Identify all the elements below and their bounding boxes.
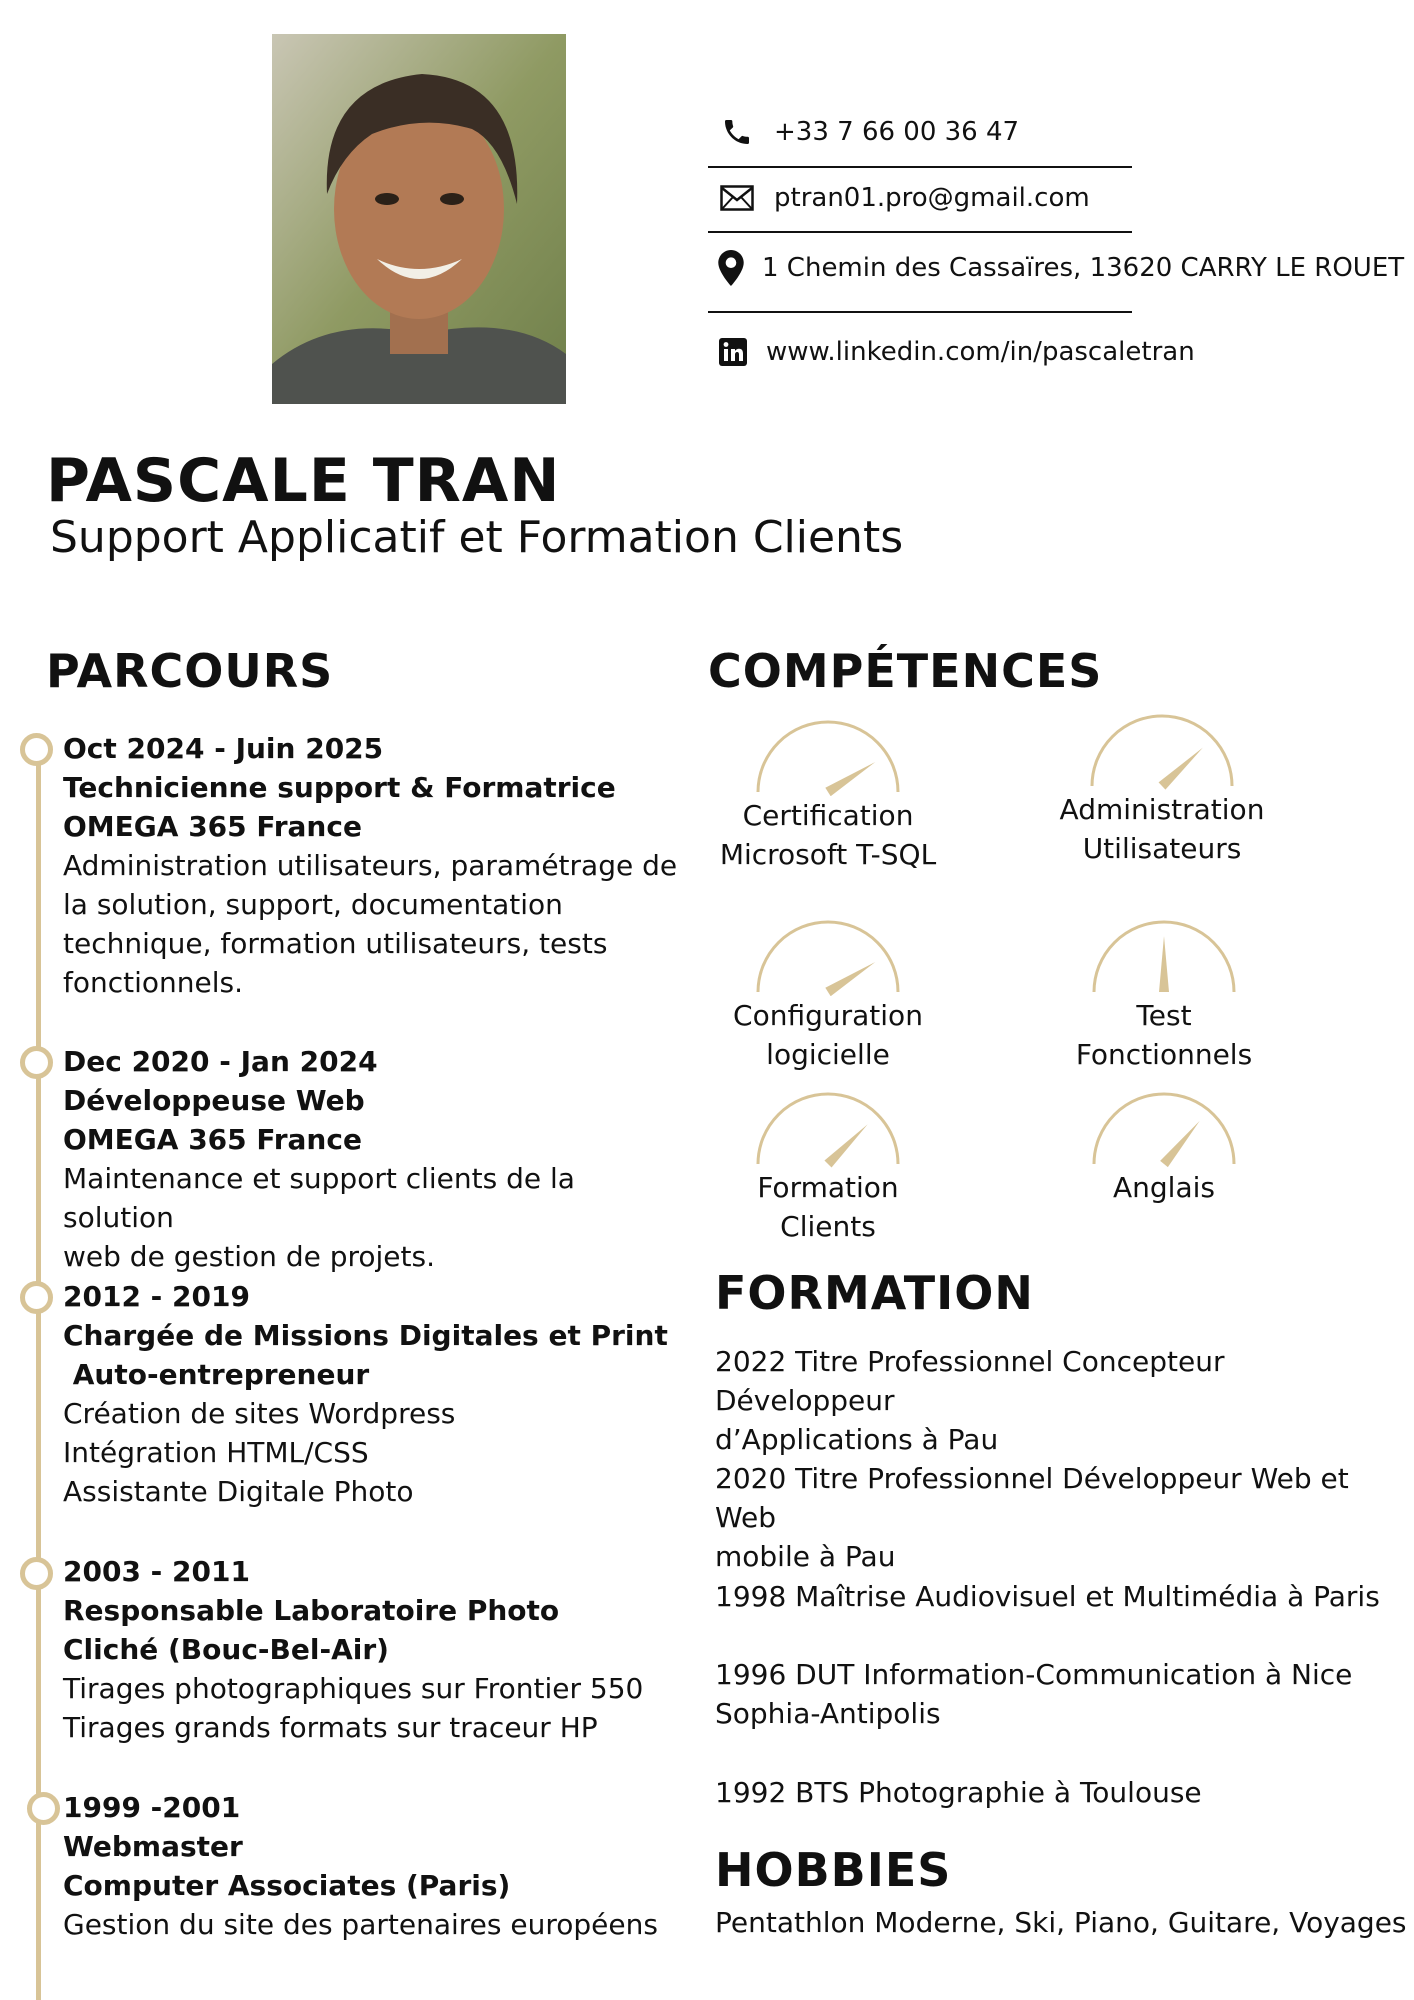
job-dates: 1999 -2001 [63, 1791, 241, 1824]
linkedin-url: www.linkedin.com/in/pascaletran [766, 337, 1195, 367]
contact-address[interactable] [708, 240, 1405, 296]
contact-email[interactable] [708, 170, 1132, 226]
job-dates: 2003 - 2011 [63, 1555, 250, 1588]
gauge-needle [1159, 936, 1169, 992]
job-role: Technicienne support & Formatrice [63, 771, 616, 804]
job-desc-line: Création de sites Wordpress [63, 1397, 456, 1430]
education-entry [715, 1342, 1395, 1459]
gauge-icon [1089, 918, 1239, 996]
education-line: mobile à Pau [715, 1540, 896, 1573]
job-entry [63, 729, 683, 1002]
contact-linkedin[interactable] [708, 324, 1195, 380]
gauge-icon [1087, 712, 1237, 790]
education-line: 2022 Titre Professionnel Concepteur Développeur [715, 1345, 1225, 1417]
section-title-hobbies: HOBBIES [715, 1843, 952, 1897]
skill-label: Configuration [733, 999, 923, 1032]
skill-item [1044, 1090, 1284, 1207]
full-name: PASCALE TRAN [46, 446, 561, 516]
contact-phone[interactable] [708, 104, 1132, 160]
hobbies-text: Pentathlon Moderne, Ski, Piano, Guitare, Voyages [715, 1906, 1407, 1939]
education-line: Sophia-Antipolis [715, 1697, 941, 1730]
job-desc-line: Maintenance et support clients de la solution [63, 1162, 575, 1234]
phone-icon [718, 113, 756, 151]
education-line: 1992 BTS Photographie à Toulouse [715, 1776, 1202, 1809]
map-pin-icon [718, 249, 744, 287]
profile-photo [272, 34, 566, 404]
email-address: ptran01.pro@gmail.com [774, 183, 1090, 213]
job-dates: Oct 2024 - Juin 2025 [63, 732, 384, 765]
phone-number: +33 7 66 00 36 47 [774, 117, 1020, 147]
job-role: Webmaster [63, 1830, 243, 1863]
skill-item [708, 718, 948, 874]
divider [708, 311, 1132, 313]
job-entry [63, 1042, 683, 1276]
job-company: Auto-entrepreneur [63, 1358, 370, 1391]
skill-label: Test Fonctionnels [1075, 999, 1253, 1071]
education-line: d’Applications à Pau [715, 1423, 999, 1456]
job-desc-line: fonctionnels. [63, 966, 244, 999]
education-entry [715, 1577, 1395, 1616]
job-entry [63, 1552, 683, 1747]
job-company: Cliché (Bouc-Bel-Air) [63, 1633, 389, 1666]
education-entry [715, 1773, 1395, 1812]
section-title-competences: COMPÉTENCES [708, 644, 1103, 698]
job-desc-line: Assistante Digitale Photo [63, 1475, 414, 1508]
skill-label: Formation Clients [757, 1171, 899, 1243]
education-line: 2020 Titre Professionnel Développeur Web et Web [715, 1462, 1349, 1534]
skill-label: Utilisateurs [1082, 832, 1242, 865]
job-role: Responsable Laboratoire Photo [63, 1594, 560, 1627]
gauge-needle [825, 962, 875, 996]
job-company: Computer Associates (Paris) [63, 1869, 511, 1902]
divider [708, 166, 1132, 168]
job-role: Développeuse Web [63, 1084, 365, 1117]
section-title-formation: FORMATION [715, 1266, 1034, 1320]
job-desc-line: Tirages photographiques sur Frontier 550 [63, 1672, 644, 1705]
timeline-dot [20, 1046, 53, 1079]
gauge-icon [753, 1090, 903, 1168]
section-title-parcours: PARCOURS [46, 644, 334, 698]
skill-item [1042, 712, 1282, 868]
timeline-dot [20, 1281, 53, 1314]
job-desc-line: technique, formation utilisateurs, tests [63, 927, 608, 960]
gauge-icon [1089, 1090, 1239, 1168]
skill-item [1044, 918, 1284, 1074]
linkedin-icon [718, 333, 748, 371]
job-desc-line: Intégration HTML/CSS [63, 1436, 369, 1469]
job-entry [63, 1788, 683, 1944]
skill-label: Administration [1059, 793, 1265, 826]
postal-address: 1 Chemin des Cassaïres, 13620 CARRY LE ROUET [762, 253, 1405, 283]
job-company: OMEGA 365 France [63, 1123, 362, 1156]
education-line: 1998 Maîtrise Audiovisuel et Multimédia à Paris [715, 1580, 1380, 1613]
education-entry [715, 1459, 1395, 1576]
job-dates: 2012 - 2019 [63, 1280, 250, 1313]
job-desc-line: la solution, support, documentation [63, 888, 563, 921]
job-company: OMEGA 365 France [63, 810, 362, 843]
timeline-dot [20, 733, 53, 766]
job-desc-line: web de gestion de projets. [63, 1240, 435, 1273]
skill-label: logicielle [766, 1038, 890, 1071]
job-desc-line: Administration utilisateurs, paramétrage de [63, 849, 678, 882]
job-entry [63, 1277, 683, 1511]
gauge-icon [753, 918, 903, 996]
gauge-needle [1160, 1121, 1200, 1167]
skill-item [708, 918, 948, 1074]
job-role: Chargée de Missions Digitales et Print [63, 1319, 668, 1352]
skill-item [708, 1090, 948, 1246]
timeline-dot [20, 1557, 53, 1590]
envelope-icon [718, 179, 756, 217]
job-title: Support Applicatif et Formation Clients [50, 512, 904, 563]
divider [708, 231, 1132, 233]
gauge-needle [824, 1124, 867, 1167]
job-desc-line: Tirages grands formats sur traceur HP [63, 1711, 598, 1744]
education-entry [715, 1655, 1395, 1733]
gauge-needle [1159, 748, 1203, 790]
skill-label: Microsoft T-SQL [719, 838, 937, 871]
job-dates: Dec 2020 - Jan 2024 [63, 1045, 378, 1078]
skill-label: Certification [742, 799, 914, 832]
gauge-needle [825, 762, 875, 796]
gauge-icon [753, 718, 903, 796]
skill-label: Anglais [1113, 1171, 1215, 1204]
timeline-dot [27, 1792, 60, 1825]
job-desc-line: Gestion du site des partenaires européens [63, 1908, 658, 1941]
education-line: 1996 DUT Information-Communication à Nice [715, 1658, 1353, 1691]
